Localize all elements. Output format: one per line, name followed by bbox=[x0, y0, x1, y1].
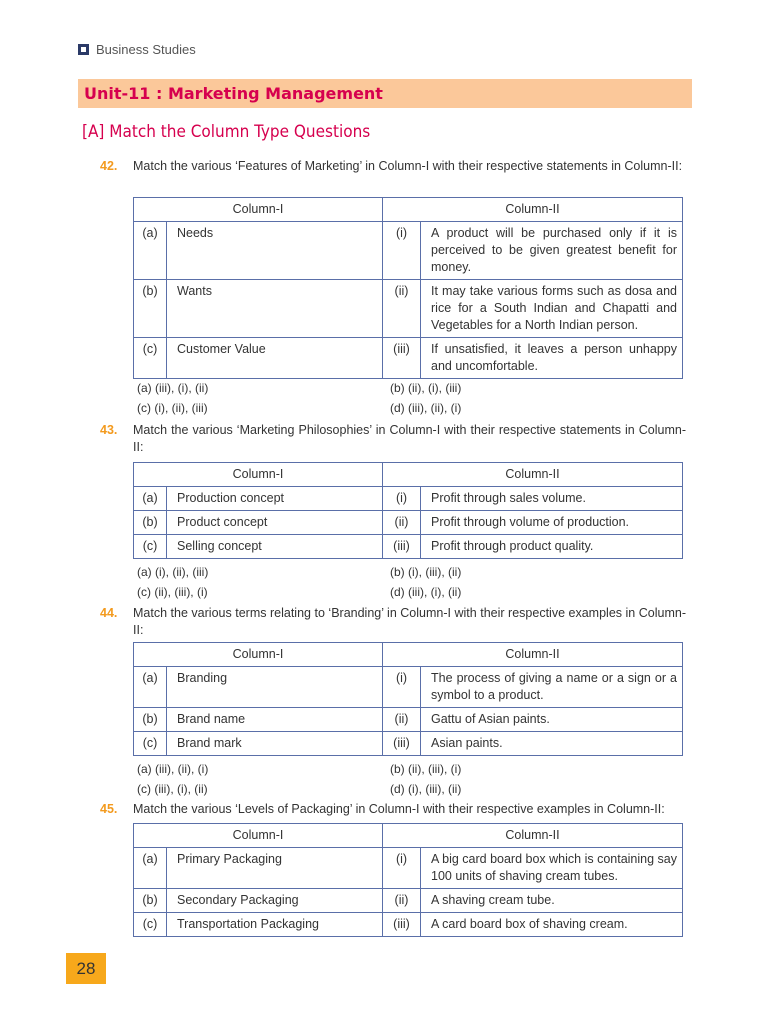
column-i-header: Column-I bbox=[134, 643, 383, 667]
row-numeral: (i) bbox=[383, 487, 421, 511]
column-ii-cell: A shaving cream tube. bbox=[421, 889, 683, 913]
column-ii-header: Column-II bbox=[383, 198, 683, 222]
row-numeral: (i) bbox=[383, 848, 421, 889]
column-i-cell: Branding bbox=[167, 667, 383, 708]
table-row bbox=[134, 708, 683, 732]
table-header-row bbox=[134, 643, 683, 667]
column-i-cell: Wants bbox=[167, 280, 383, 338]
match-table-43 bbox=[133, 462, 683, 559]
unit-title-banner: Unit-11 : Marketing Management bbox=[78, 79, 692, 108]
column-i-cell: Primary Packaging bbox=[167, 848, 383, 889]
column-ii-cell: If unsatisfied, it leaves a person unhappy and uncomfortable. bbox=[421, 338, 683, 379]
table-row bbox=[134, 889, 683, 913]
column-i-cell: Secondary Packaging bbox=[167, 889, 383, 913]
row-label: (c) bbox=[134, 338, 167, 379]
question-number: 45. bbox=[100, 802, 118, 816]
option-d: (d) (i), (iii), (ii) bbox=[390, 782, 462, 796]
table-row bbox=[134, 338, 683, 379]
row-label: (b) bbox=[134, 889, 167, 913]
option-b: (b) (ii), (i), (iii) bbox=[390, 381, 462, 395]
column-ii-cell: A big card board box which is containing say 100 units of shaving cream tubes. bbox=[421, 848, 683, 889]
match-table-45 bbox=[133, 823, 683, 937]
column-ii-header: Column-II bbox=[383, 824, 683, 848]
row-numeral: (ii) bbox=[383, 889, 421, 913]
table-row bbox=[134, 511, 683, 535]
section-title: [A] Match the Column Type Questions bbox=[82, 122, 371, 142]
column-ii-header: Column-II bbox=[383, 463, 683, 487]
row-numeral: (i) bbox=[383, 667, 421, 708]
option-a: (a) (i), (ii), (iii) bbox=[137, 565, 209, 579]
row-label: (a) bbox=[134, 667, 167, 708]
question-number: 43. bbox=[100, 423, 118, 437]
column-i-cell: Production concept bbox=[167, 487, 383, 511]
row-label: (b) bbox=[134, 511, 167, 535]
option-a: (a) (iii), (i), (ii) bbox=[137, 381, 209, 395]
column-ii-cell: Profit through volume of production. bbox=[421, 511, 683, 535]
page-number: 28 bbox=[66, 953, 106, 984]
table-row bbox=[134, 280, 683, 338]
row-label: (b) bbox=[134, 280, 167, 338]
option-c: (c) (i), (ii), (iii) bbox=[137, 401, 208, 415]
match-table-44 bbox=[133, 642, 683, 756]
table-row bbox=[134, 667, 683, 708]
column-ii-cell: A product will be purchased only if it is perceived to be given greatest benefit for money. bbox=[421, 222, 683, 280]
column-ii-cell: Profit through sales volume. bbox=[421, 487, 683, 511]
column-ii-cell: Profit through product quality. bbox=[421, 535, 683, 559]
row-numeral: (iii) bbox=[383, 913, 421, 937]
question-text: Match the various terms relating to ‘Branding’ in Column-I with their respective examples in Column-II: bbox=[133, 606, 686, 637]
subject-label: Business Studies bbox=[96, 42, 196, 57]
header-square-icon bbox=[78, 44, 89, 55]
column-ii-cell: Gattu of Asian paints. bbox=[421, 708, 683, 732]
row-numeral: (iii) bbox=[383, 535, 421, 559]
table-row bbox=[134, 535, 683, 559]
row-label: (a) bbox=[134, 222, 167, 280]
table-header-row bbox=[134, 198, 683, 222]
column-i-cell: Brand mark bbox=[167, 732, 383, 756]
question-45 bbox=[100, 801, 686, 818]
match-table-42 bbox=[133, 197, 683, 379]
column-i-header: Column-I bbox=[134, 824, 383, 848]
question-text: Match the various ‘Levels of Packaging’ in Column-I with their respective examples in Column-II: bbox=[133, 802, 665, 816]
question-text: Match the various ‘Features of Marketing’ in Column-I with their respective statements in Column-II: bbox=[133, 159, 683, 173]
column-ii-cell: It may take various forms such as dosa and rice for a South Indian and Chapatti and Vegetables for a North Indian person. bbox=[421, 280, 683, 338]
row-label: (c) bbox=[134, 913, 167, 937]
column-ii-header: Column-II bbox=[383, 643, 683, 667]
question-43 bbox=[100, 422, 686, 456]
column-i-cell: Customer Value bbox=[167, 338, 383, 379]
table-row bbox=[134, 913, 683, 937]
question-number: 42. bbox=[100, 159, 118, 173]
column-ii-cell: Asian paints. bbox=[421, 732, 683, 756]
column-i-cell: Needs bbox=[167, 222, 383, 280]
column-ii-cell: The process of giving a name or a sign or a symbol to a product. bbox=[421, 667, 683, 708]
row-label: (b) bbox=[134, 708, 167, 732]
column-i-cell: Transportation Packaging bbox=[167, 913, 383, 937]
table-row bbox=[134, 848, 683, 889]
column-i-header: Column-I bbox=[134, 198, 383, 222]
table-row bbox=[134, 487, 683, 511]
question-text: Match the various ‘Marketing Philosophies’ in Column-I with their respective statements in Column-II: bbox=[133, 423, 686, 454]
table-row bbox=[134, 222, 683, 280]
column-i-cell: Selling concept bbox=[167, 535, 383, 559]
row-numeral: (i) bbox=[383, 222, 421, 280]
option-b: (b) (i), (iii), (ii) bbox=[390, 565, 462, 579]
question-42 bbox=[100, 158, 686, 175]
row-numeral: (iii) bbox=[383, 338, 421, 379]
row-numeral: (ii) bbox=[383, 511, 421, 535]
row-numeral: (ii) bbox=[383, 708, 421, 732]
question-number: 44. bbox=[100, 606, 118, 620]
option-d: (d) (iii), (ii), (i) bbox=[390, 401, 462, 415]
row-numeral: (ii) bbox=[383, 280, 421, 338]
column-i-cell: Product concept bbox=[167, 511, 383, 535]
table-header-row bbox=[134, 824, 683, 848]
running-header bbox=[78, 42, 196, 57]
column-i-cell: Brand name bbox=[167, 708, 383, 732]
option-d: (d) (iii), (i), (ii) bbox=[390, 585, 462, 599]
option-a: (a) (iii), (ii), (i) bbox=[137, 762, 209, 776]
question-44 bbox=[100, 605, 686, 639]
row-label: (a) bbox=[134, 848, 167, 889]
column-ii-cell: A card board box of shaving cream. bbox=[421, 913, 683, 937]
table-row bbox=[134, 732, 683, 756]
table-header-row bbox=[134, 463, 683, 487]
option-b: (b) (ii), (iii), (i) bbox=[390, 762, 462, 776]
row-label: (c) bbox=[134, 732, 167, 756]
option-c: (c) (ii), (iii), (i) bbox=[137, 585, 208, 599]
column-i-header: Column-I bbox=[134, 463, 383, 487]
row-numeral: (iii) bbox=[383, 732, 421, 756]
row-label: (c) bbox=[134, 535, 167, 559]
option-c: (c) (iii), (i), (ii) bbox=[137, 782, 208, 796]
row-label: (a) bbox=[134, 487, 167, 511]
